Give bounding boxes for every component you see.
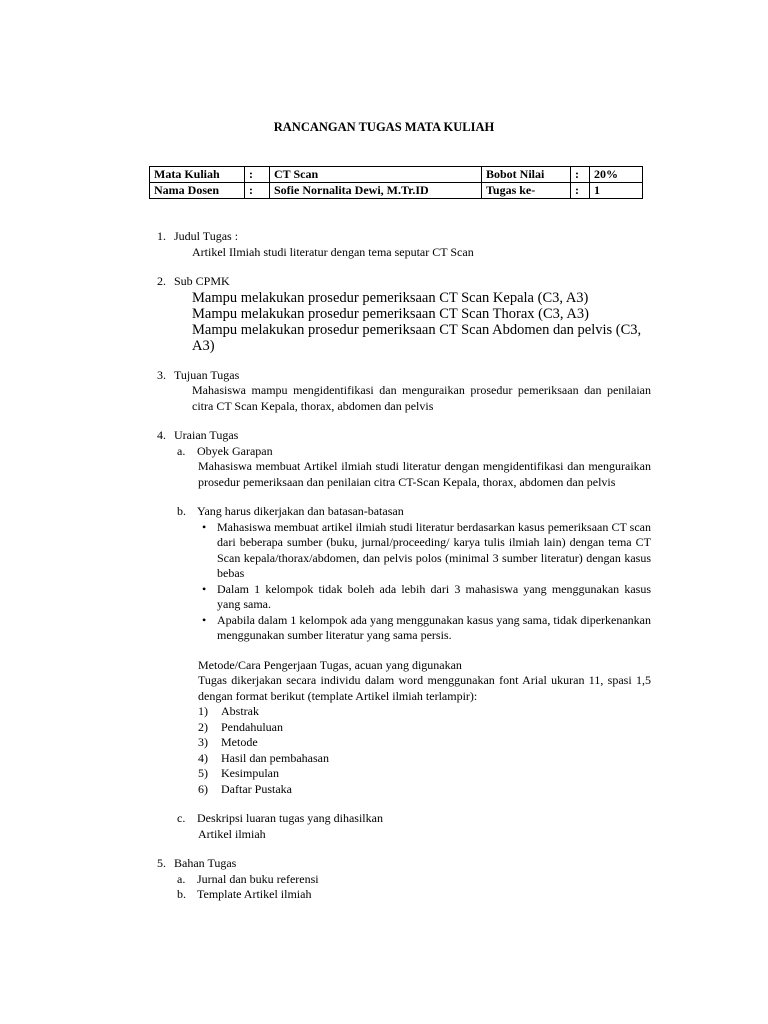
bahan-label: Template Artikel ilmiah — [197, 887, 312, 901]
format-item-number: 1) — [198, 704, 208, 718]
document-body — [157, 229, 651, 903]
section-number: 4. — [157, 428, 166, 442]
section-number: 3. — [157, 367, 166, 382]
format-item-label: Kesimpulan — [221, 766, 279, 780]
subsection-obyek-garapan — [157, 444, 651, 460]
cpmk-line: Mampu melakukan prosedur pemeriksaan CT Scan Thorax (C3, A3) — [192, 305, 589, 322]
tugas-value: 1 — [590, 183, 643, 199]
section-heading: Tujuan Tugas — [174, 367, 240, 382]
dosen-label: Nama Dosen — [150, 183, 245, 199]
mata-kuliah-label: Mata Kuliah — [150, 167, 245, 183]
metode-body: Tugas dikerjakan secara individu dalam word menggunakan font Arial ukuran 11, spasi 1,5 dengan format berikut (template Artikel ilmiah terlampir): — [198, 673, 651, 703]
subsection-heading: Yang harus dikerjakan dan batasan-batasan — [197, 504, 404, 518]
subsection-luaran — [157, 811, 651, 827]
section-uraian-tugas — [157, 428, 651, 842]
bahan-item — [157, 887, 651, 903]
section-bahan-tugas — [157, 856, 651, 903]
section-heading: Sub CPMK — [174, 274, 230, 288]
section-judul-tugas — [157, 229, 651, 260]
metode-heading: Metode/Cara Pengerjaan Tugas, acuan yang digunakan — [198, 657, 462, 672]
format-item-number: 3) — [198, 735, 208, 749]
section-tujuan-tugas — [157, 368, 651, 415]
section-number: 5. — [157, 856, 166, 870]
format-item-number: 5) — [198, 766, 208, 780]
section-number: 1. — [157, 229, 166, 243]
subsection-batasan — [157, 504, 651, 520]
cpmk-line: Mampu melakukan prosedur pemeriksaan CT Scan Abdomen dan pelvis (C3, A3) — [192, 321, 642, 354]
section-sub-cpmk — [157, 274, 651, 354]
format-item — [198, 766, 651, 782]
bullet-item: • Mahasiswa membuat artikel ilmiah studi literatur berdasarkan kasus pemeriksaan CT scan dari beberapa sumber (buku, jurnal/proceeding/ karya tulis ilmiah lain) dengan tema CT Scan kepala/thorax/abdomen, dan pelvis polos (minimal 3 sumber literatur) dengan kasus bebas — [217, 520, 651, 582]
colon: : — [245, 167, 270, 183]
course-info-row — [150, 183, 643, 199]
tugas-label: Tugas ke- — [482, 183, 571, 199]
section-number: 2. — [157, 274, 166, 288]
document-title: RANCANGAN TUGAS MATA KULIAH — [273, 120, 495, 134]
section-body: Artikel Ilmiah studi literatur dengan tema seputar CT Scan — [192, 244, 474, 259]
subsection-body: Mahasiswa membuat Artikel ilmiah studi literatur dengan mengidentifikasi dan menguraikan prosedur pemeriksaan dan penilaian citra CT-Scan Kepala, thorax, abdomen dan pelvis — [198, 459, 651, 489]
subsection-heading: Deskripsi luaran tugas yang dihasilkan — [197, 811, 383, 825]
bahan-label: Jurnal dan buku referensi — [197, 871, 319, 886]
course-info-table — [149, 166, 643, 199]
format-item-label: Hasil dan pembahasan — [221, 750, 329, 765]
format-item-label: Metode — [221, 735, 258, 749]
format-item — [198, 751, 651, 767]
subsection-letter: a. — [177, 443, 186, 458]
bullet-item: • Dalam 1 kelompok tidak boleh ada lebih dari 3 mahasiswa yang menggunakan kasus yang sama. — [217, 582, 651, 613]
bahan-item — [157, 872, 651, 888]
format-item-number: 6) — [198, 781, 208, 796]
format-item-label: Daftar Pustaka — [221, 781, 292, 796]
format-item — [198, 720, 651, 736]
bahan-letter: b. — [177, 887, 186, 901]
course-info-row — [150, 167, 643, 183]
format-item-number: 4) — [198, 750, 208, 765]
bullet-list — [157, 520, 651, 644]
mata-kuliah-value: CT Scan — [270, 167, 482, 183]
section-heading: Uraian Tugas — [174, 428, 239, 442]
format-item-label: Abstrak — [221, 704, 259, 718]
section-body: Mahasiswa mampu mengidentifikasi dan menguraikan prosedur pemeriksaan dan penilaian citra CT Scan Kepala, thorax, abdomen dan pelvis — [192, 383, 651, 413]
format-item — [198, 735, 651, 751]
format-item — [198, 704, 651, 720]
subsection-heading: Obyek Garapan — [197, 443, 273, 458]
subsection-body: Artikel ilmiah — [198, 826, 266, 841]
format-item — [198, 782, 651, 798]
colon: : — [571, 183, 590, 199]
bullet-item: • Apabila dalam 1 kelompok ada yang menggunakan kasus yang sama, tidak diperkenankan menggunakan sumber literatur yang sama persis. — [217, 613, 651, 644]
format-list — [157, 704, 651, 797]
cpmk-line: Mampu melakukan prosedur pemeriksaan CT Scan Kepala (C3, A3) — [192, 289, 589, 306]
dosen-value: Sofie Nornalita Dewi, M.Tr.ID — [270, 183, 482, 199]
bobot-label: Bobot Nilai — [482, 167, 571, 183]
colon: : — [571, 167, 590, 183]
colon: : — [245, 183, 270, 199]
subsection-letter: b. — [177, 504, 186, 518]
bahan-letter: a. — [177, 871, 186, 886]
section-heading: Judul Tugas : — [174, 229, 239, 243]
section-heading: Bahan Tugas — [174, 856, 237, 870]
subsection-letter: c. — [177, 811, 186, 825]
format-item-number: 2) — [198, 719, 208, 734]
format-item-label: Pendahuluan — [221, 719, 283, 734]
bobot-value: 20% — [590, 167, 643, 183]
